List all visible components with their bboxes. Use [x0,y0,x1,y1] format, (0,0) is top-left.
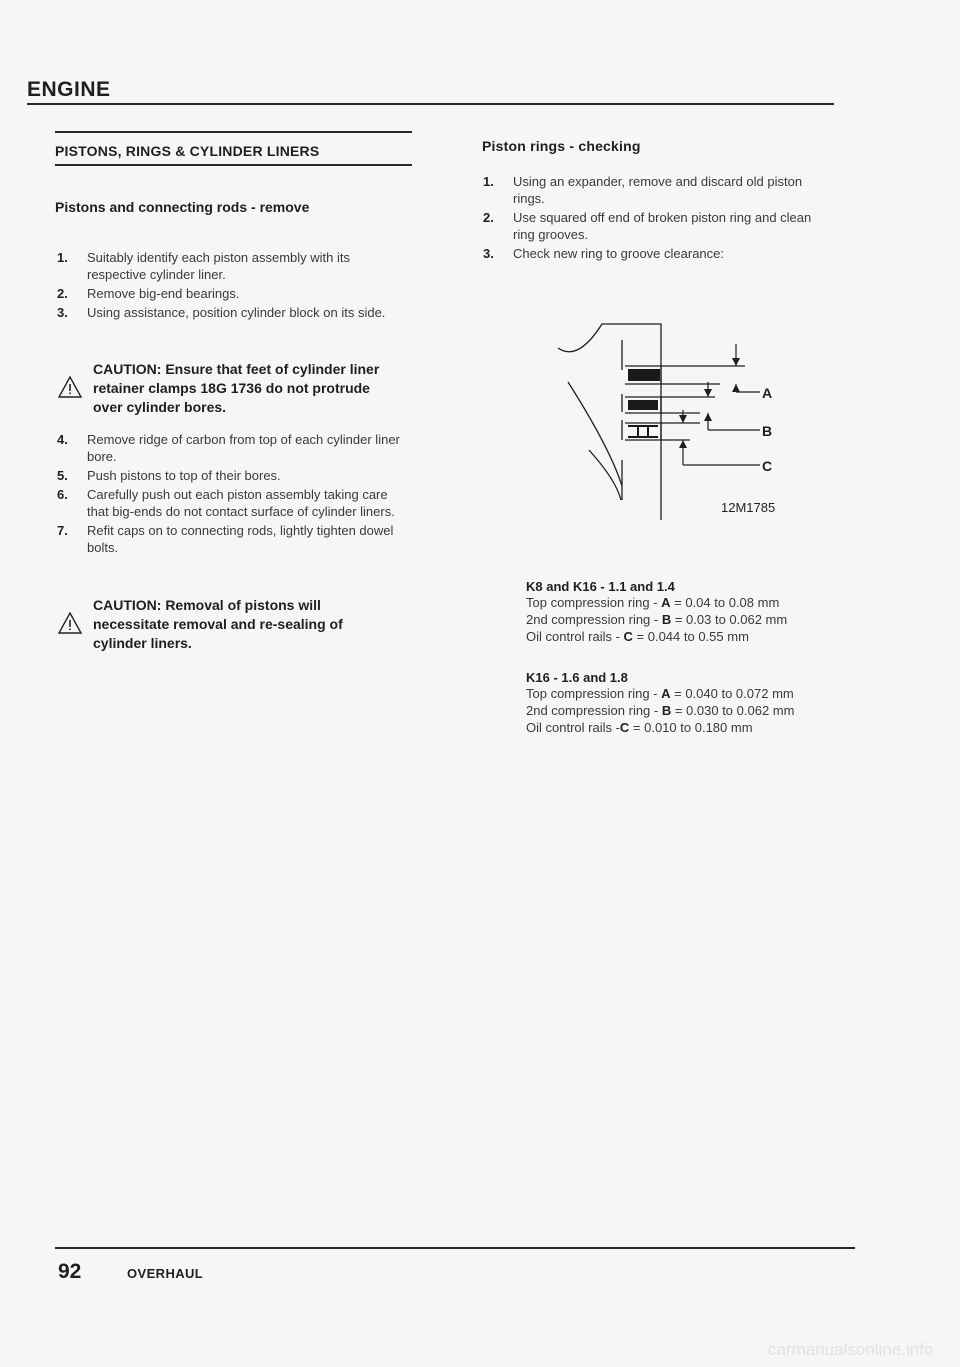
figure-label-b: B [762,423,773,439]
spec-key: C [623,629,633,644]
spec-value: = 0.03 to 0.062 mm [671,612,788,627]
left-section-rule-bottom [55,164,412,166]
spec-label: Top compression ring - [526,686,662,701]
header-rule [27,103,834,105]
step-text: Suitably identify each piston assembly with its respective cylinder liner. [87,250,351,282]
step-number: 1. [483,174,494,189]
top-ring [628,369,660,381]
spec-line [526,594,856,611]
spec-key: A [661,686,671,701]
piston-ring-clearance-diagram [550,300,800,530]
spec-value: = 0.044 to 0.55 mm [632,629,749,644]
step-number: 3. [57,305,68,320]
figure-label-c: C [762,458,773,474]
spec-value: = 0.04 to 0.08 mm [670,595,780,610]
second-ring [628,400,658,410]
spec-label: Oil control rails - [526,629,624,644]
step-number: 7. [57,523,68,538]
list-item [57,467,412,484]
left-section-title: PISTONS, RINGS & CYLINDER LINERS [55,143,320,159]
left-section-rule-top [55,131,412,133]
step-number: 1. [57,250,68,265]
step-text: Using assistance, position cylinder block on its side. [87,305,386,320]
step-text: Push pistons to top of their bores. [87,468,281,483]
right-steps [483,173,828,262]
spec-label: 2nd compression ring - [526,703,662,718]
step-number: 6. [57,487,68,502]
list-item [57,249,412,283]
step-number: 5. [57,468,68,483]
list-item [57,522,412,556]
spec-line [526,719,856,736]
spec-line [526,611,856,628]
caution-note-1: CAUTION: Ensure that feet of cylinder liner retainer clamps 18G 1736 do not protrude over cylinder bores. [93,361,380,415]
list-item [483,209,828,243]
step-number: 3. [483,246,494,261]
list-item [57,304,412,321]
oil-control-rails [628,426,658,437]
spec-line [526,628,856,645]
spec-value: = 0.040 to 0.072 mm [670,686,794,701]
step-text: Check new ring to groove clearance: [513,246,725,261]
warning-icon [58,376,82,403]
list-item [483,245,828,262]
list-item [57,285,412,302]
spec-line [526,685,856,702]
step-text: Using an expander, remove and discard old piston rings. [513,174,803,206]
figure-label-a: A [762,385,773,401]
spec-heading: K8 and K16 - 1.1 and 1.4 [526,579,675,594]
spec-label: Oil control rails - [526,720,620,735]
spec-block-1 [526,579,856,645]
list-item [57,431,412,465]
right-section-title: Piston rings - checking [482,138,641,154]
spec-key: B [661,612,672,627]
warning-icon [58,612,82,639]
watermark: carmanualsonline.info [768,1340,934,1359]
step-number: 2. [483,210,494,225]
step-text: Carefully push out each piston assembly taking care that big-ends do not contact surface of cylinder liners. [87,487,395,519]
step-text: Remove ridge of carbon from top of each cylinder liner bore. [87,432,400,464]
step-text: Use squared off end of broken piston ring and clean ring grooves. [513,210,812,242]
left-steps-a [57,249,412,321]
spec-value: = 0.030 to 0.062 mm [671,703,795,718]
page-header-title: ENGINE [27,78,111,101]
step-text: Refit caps on to connecting rods, lightly tighten dowel bolts. [87,523,394,555]
spec-block-2 [526,670,856,736]
list-item [483,173,828,207]
page-number: 92 [58,1260,82,1283]
spec-key: C [619,720,630,735]
left-steps-b [57,431,412,556]
spec-key: A [661,595,671,610]
left-subsection-title: Pistons and connecting rods - remove [55,199,310,215]
step-number: 2. [57,286,68,301]
spec-label: 2nd compression ring - [526,612,662,627]
figure-code: 12M1785 [721,500,776,515]
spec-value: = 0.010 to 0.180 mm [629,720,753,735]
spec-heading: K16 - 1.6 and 1.8 [526,670,628,685]
spec-label: Top compression ring - [526,595,662,610]
footer-section: OVERHAUL [127,1266,204,1281]
step-text: Remove big-end bearings. [87,286,240,301]
footer-rule [55,1247,855,1249]
spec-line [526,702,856,719]
step-number: 4. [57,432,68,447]
list-item [57,486,412,520]
spec-key: B [661,703,672,718]
caution-note-2: CAUTION: Removal of pistons will necessitate removal and re-sealing of cylinder liners. [93,597,343,651]
